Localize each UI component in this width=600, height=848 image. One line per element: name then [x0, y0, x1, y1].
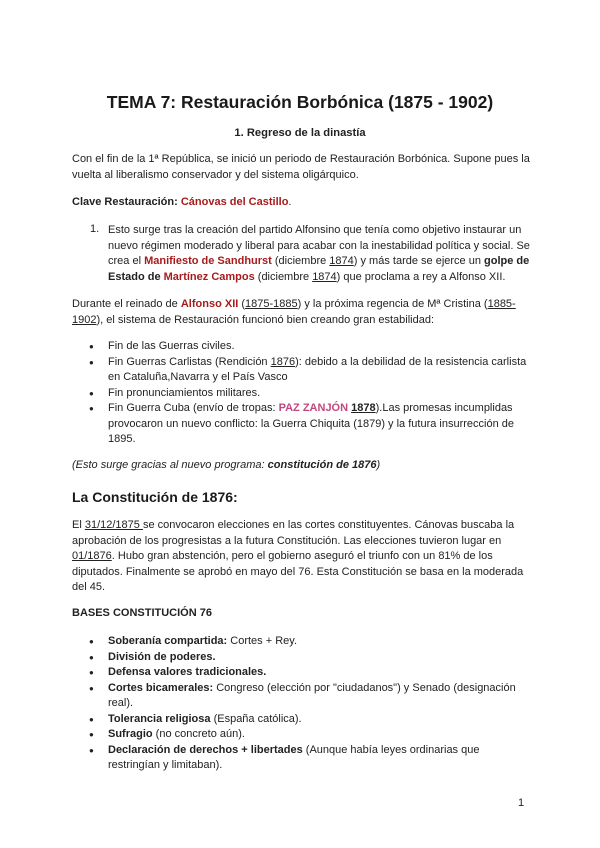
item-label: Sufragio	[108, 728, 153, 740]
reinado-text: ) y la próxima regencia de Mª Cristina (	[297, 298, 488, 310]
clave-name: Cánovas del Castillo	[180, 196, 289, 208]
section-heading-constitucion: La Constitución de 1876:	[72, 489, 238, 505]
item-text: Fin de las Guerras civiles.	[108, 340, 235, 352]
date-link: 1874	[329, 255, 354, 267]
item-text: ) que proclama a rey a Alfonso XII.	[336, 270, 506, 283]
item-text: (diciembre	[254, 270, 313, 283]
program-note	[72, 458, 530, 474]
constitucion-paragraph	[72, 518, 530, 596]
list-item	[72, 634, 532, 650]
date-link: 1876	[270, 355, 296, 368]
item-text: Congreso (elección por "ciudadanos") y Senado (designación real).	[108, 681, 516, 709]
clave-label: Clave Restauración:	[72, 196, 178, 208]
manifiesto-text: Manifiesto de Sandhurst	[144, 255, 272, 267]
item-text: (no concreto aún).	[152, 728, 245, 740]
list-item	[72, 681, 532, 712]
list-item	[72, 355, 532, 386]
list-item	[72, 401, 532, 448]
list-item	[72, 386, 532, 402]
list-item	[72, 339, 532, 355]
note-text: )	[376, 459, 381, 471]
list-item	[72, 743, 532, 774]
clave-end: .	[288, 196, 292, 208]
item-label: Tolerancia religiosa	[108, 712, 211, 725]
alfonso-text: Alfonso XII	[180, 298, 239, 310]
page-title: TEMA 7: Restauración Borbónica (1875 - 1902)	[106, 92, 494, 112]
bases-title: BASES CONSTITUCIÓN 76	[72, 607, 212, 619]
date-link: 1885-1902	[72, 298, 516, 326]
item-text: Fin Guerra Cuba (envío de tropas:	[108, 402, 279, 414]
date-link: 1878	[351, 402, 376, 414]
item-text: Esto surge tras la creación del partido Alfonsino que tenía como objetivo instaurar un nuevo régimen moderado y liberal para acabar con la inestabilidad política y social. Se crea el	[108, 224, 530, 267]
reinado-text: Durante el reinado de	[72, 298, 181, 310]
list-number: 1.	[90, 223, 100, 235]
item-text: Fin pronunciamientos militares.	[108, 386, 261, 399]
bases-list	[72, 634, 532, 774]
stability-list	[72, 339, 532, 448]
reinado-paragraph	[72, 297, 530, 328]
intro-paragraph: Con el fin de la 1ª República, se inició un periodo de Restauración Borbónica. Supone pues la vuelta al liberalismo conservador y del sistema oligárquico.	[72, 153, 530, 181]
list-item	[72, 665, 532, 681]
page-number: 1	[518, 797, 525, 809]
item-text: (España católica).	[210, 712, 302, 725]
const-text: se convocaron elecciones en las cortes constituyentes. Cánovas buscaba la aprobación de los progresistas a la futura Constitución. Las elecciones tuvieron lugar en	[72, 519, 515, 547]
item-label: Cortes bicamerales:	[108, 681, 214, 694]
reinado-text: ), el sistema de Restauración funcionó bien creando gran estabilidad:	[96, 313, 435, 326]
paz-zanjon-text: PAZ ZANJÓN	[278, 402, 349, 414]
date-link: 1875-1885	[245, 298, 298, 310]
martinez-text: Martínez Campos	[163, 270, 255, 283]
const-text: . Hubo gran abstención, pero el gobierno aseguró el triunfo con un 81% de los diputados. Finalmente se aprobó en mayo del 76. Esta Constitución se basa en la moderada del 45.	[72, 550, 524, 593]
item-label: Soberanía compartida:	[108, 635, 228, 647]
item-label: Defensa valores tradicionales.	[108, 666, 267, 678]
reinado-text: (	[238, 298, 246, 310]
golpe-text: golpe de Estado de	[108, 255, 530, 283]
item-text: ).Las promesas incumplidas provocaron un nuevo conflicto: la Guerra Chiquita (1879) y la futura insurrección de 1895.	[108, 402, 515, 445]
clave-line	[72, 195, 530, 211]
item-text: ) y más tarde se ejerce un	[353, 255, 485, 267]
note-emphasis: constitución de 1876	[267, 459, 377, 471]
item-text: Cortes + Rey.	[227, 635, 297, 647]
date-link: 1874	[312, 270, 337, 283]
numbered-item-alfonsino	[108, 223, 530, 285]
list-item	[72, 712, 532, 728]
date-link: 31/12/1875	[84, 519, 143, 531]
item-text: (diciembre	[271, 255, 330, 267]
note-text: (Esto surge gracias al nuevo programa:	[72, 459, 268, 471]
date-link: 01/1876	[72, 550, 112, 562]
item-text: ): debido a la debilidad de la resistencia carlista en Cataluña,Navarra y el País Vasco	[108, 355, 527, 383]
section-heading-dinastia: 1. Regreso de la dinastía	[234, 127, 366, 139]
list-item	[72, 727, 532, 743]
item-label: División de poderes.	[108, 650, 216, 663]
item-label: Declaración de derechos + libertades	[108, 743, 303, 756]
item-text: (Aunque había leyes ordinarias que restringían y limitaban).	[108, 743, 480, 771]
list-item	[72, 650, 532, 666]
const-text: El	[72, 519, 85, 531]
item-text: Fin Guerras Carlistas (Rendición	[108, 355, 271, 368]
